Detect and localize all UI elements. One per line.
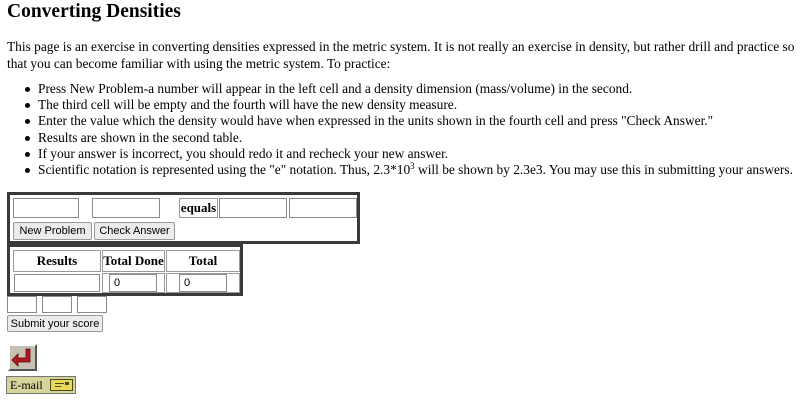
total-correct-field[interactable]	[179, 274, 227, 292]
problem-table	[7, 192, 360, 244]
total-done-field[interactable]	[109, 274, 157, 292]
envelope-icon	[50, 379, 73, 391]
instruction-item: Results are shown in the second table.	[38, 130, 793, 146]
notation-text: Scientific notation is represented using the "e" notation. Thus, 2.3*10	[38, 162, 411, 178]
instruction-item: Press New Problem-a number will appear in the left cell and a density dimension (mass/volume) in the second.	[38, 81, 793, 97]
instruction-item: Enter the value which the density would have when expressed in the units shown in the fourth cell and press "Check Answer."	[38, 113, 793, 129]
target-unit-field[interactable]	[289, 198, 357, 218]
page-title: Converting Densities	[7, 1, 181, 22]
total-correct-header: Total	[166, 250, 240, 272]
notation-text-end: will be shown by 2.3e3. You may use this in submitting your answers.	[414, 162, 793, 178]
check-answer-button[interactable]: Check Answer	[94, 222, 175, 240]
instruction-item: The third cell will be empty and the fourth will have the new density measure.	[38, 97, 793, 113]
results-field[interactable]	[14, 274, 100, 292]
answer-field[interactable]	[219, 198, 287, 218]
email-label: E-mail	[10, 378, 43, 392]
email-link[interactable]	[6, 376, 76, 394]
unit-field[interactable]	[92, 198, 160, 218]
equals-label: equals	[179, 198, 218, 218]
back-arrow-icon	[10, 346, 35, 369]
submit-field-2[interactable]	[42, 296, 72, 313]
instruction-item-notation	[38, 162, 793, 178]
notation-exponent: 3	[410, 161, 415, 172]
new-problem-button[interactable]: New Problem	[13, 222, 92, 240]
total-done-header: Total Done	[102, 250, 165, 272]
instruction-list	[38, 81, 793, 178]
submit-score-button[interactable]: Submit your score	[7, 315, 103, 332]
submit-field-1[interactable]	[7, 296, 37, 313]
results-header: Results	[13, 250, 101, 272]
back-button[interactable]	[8, 344, 37, 371]
instruction-item: If your answer is incorrect, you should redo it and recheck your new answer.	[38, 146, 793, 162]
intro-paragraph: This page is an exercise in converting densities expressed in the metric system. It is not really an exercise in density, but rather drill and practice so that you can become familiar with using the metric system. To practice:	[7, 39, 795, 71]
results-table	[7, 244, 243, 296]
number-field[interactable]	[13, 198, 79, 218]
submit-field-3[interactable]	[77, 296, 107, 313]
